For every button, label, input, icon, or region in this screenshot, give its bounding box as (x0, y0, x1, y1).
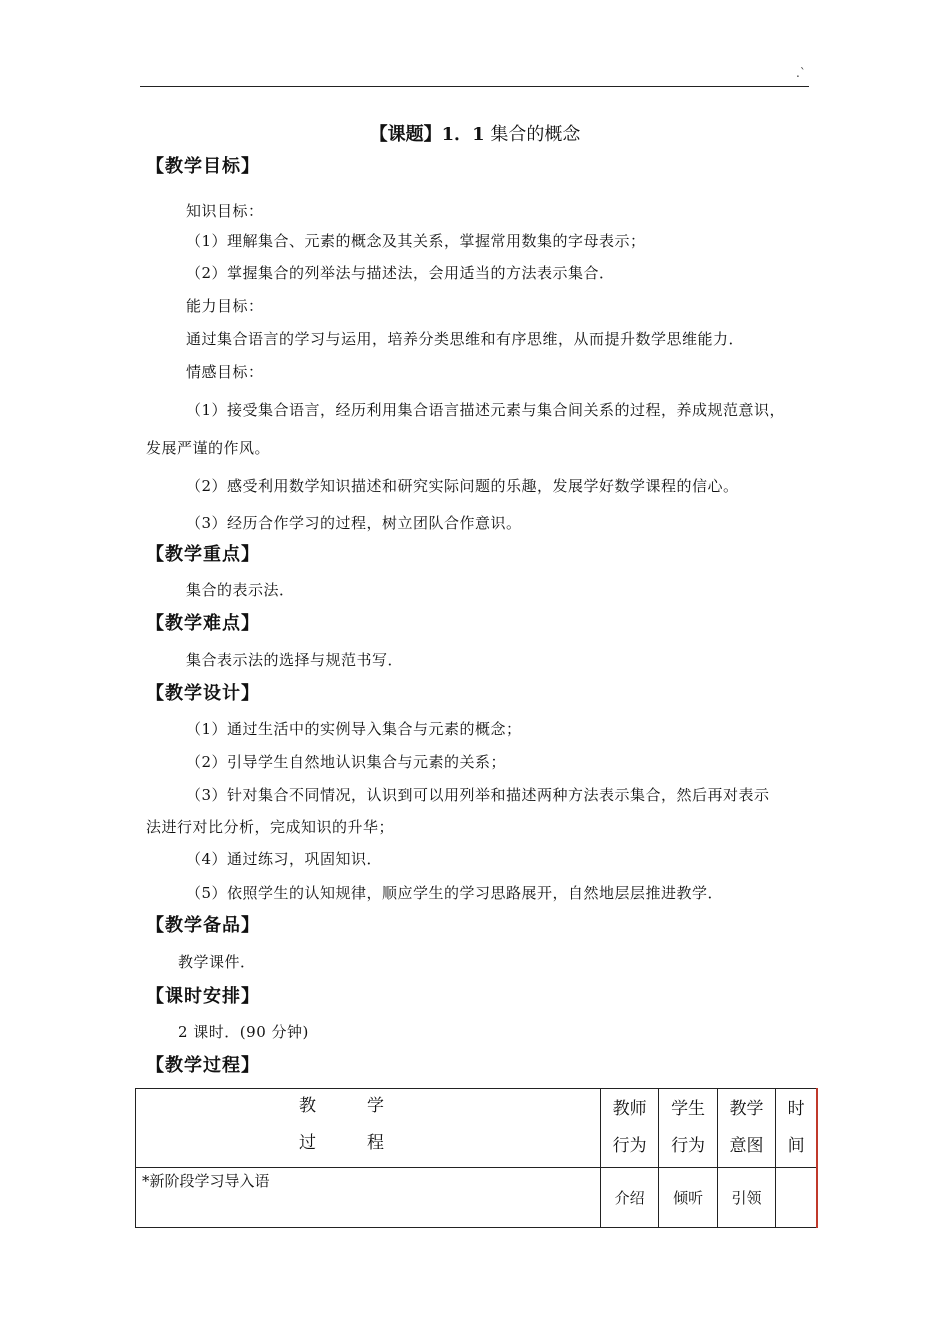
design-item-5: （5）依照学生的认知规律，顺应学生的学习思路展开，自然地层层推进教学． (186, 884, 724, 902)
page-title (0, 120, 950, 146)
key-point: 集合的表示法． (186, 581, 295, 599)
section-schedule: 【课时安排】 (146, 986, 260, 1007)
row-time (776, 1168, 817, 1228)
design-item-4: （4）通过练习，巩固知识． (186, 850, 383, 868)
header-process-char: 程 (367, 1133, 384, 1153)
design-item-1: （1）通过生活中的实例导入集合与元素的概念； (186, 720, 522, 738)
section-materials: 【教学备品】 (146, 915, 260, 936)
header-time (776, 1089, 817, 1168)
header-intent (717, 1089, 775, 1168)
header-process-char: 学 (367, 1096, 384, 1116)
design-item-3: （3）针对集合不同情况，认识到可以用列举和描述两种方法表示集合，然后再对表示 (186, 786, 770, 804)
knowledge-item-2: （2）掌握集合的列举法与描述法，会用适当的方法表示集合． (186, 264, 615, 282)
design-item-2: （2）引导学生自然地认识集合与元素的关系； (186, 753, 507, 771)
title-bracket: 【课题】1．1 (369, 124, 485, 145)
section-design: 【教学设计】 (146, 683, 260, 704)
emotion-item-1: （1）接受集合语言，经历利用集合语言描述元素与集合间关系的过程，养成规范意识， (186, 401, 786, 419)
difficult-point: 集合表示法的选择与规范书写． (186, 651, 404, 669)
title-text: 集合的概念 (490, 124, 581, 145)
header-process-char: 教 (299, 1096, 316, 1116)
header-teacher-line: 行为 (612, 1136, 647, 1156)
section-difficult: 【教学难点】 (146, 613, 260, 634)
ability-item-1: 通过集合语言的学习与运用，培养分类思维和有序思维，从而提升数学思维能力． (186, 330, 745, 348)
design-item-3-cont: 法进行对比分析，完成知识的升华； (146, 818, 395, 836)
emotion-item-2: （2）感受利用数学知识描述和研究实际问题的乐趣，发展学好数学课程的信心。 (186, 477, 739, 495)
knowledge-label: 知识目标： (186, 202, 264, 220)
header-intent-line: 教学 (729, 1099, 764, 1119)
header-teacher-line: 教师 (612, 1099, 647, 1119)
ability-label: 能力目标： (186, 297, 264, 315)
header-mark: .` (796, 66, 806, 80)
materials-text: 教学课件． (178, 953, 256, 971)
header-teacher (600, 1089, 658, 1168)
header-intent-line: 意图 (729, 1136, 764, 1156)
section-goals: 【教学目标】 (146, 156, 260, 177)
row-intent: 引领 (717, 1168, 775, 1228)
schedule-text: 2 课时．(90 分钟) (178, 1023, 309, 1041)
header-time-line: 时 (787, 1099, 805, 1119)
section-process: 【教学过程】 (146, 1055, 260, 1076)
table-row (136, 1168, 818, 1228)
table-header-row (136, 1089, 818, 1168)
header-student-line: 行为 (671, 1136, 706, 1156)
header-process (136, 1089, 601, 1168)
process-table (135, 1088, 818, 1228)
header-time-line: 间 (787, 1136, 805, 1156)
emotion-item-1-cont: 发展严谨的作风。 (146, 439, 271, 457)
knowledge-item-1: （1）理解集合、元素的概念及其关系，掌握常用数集的字母表示； (186, 232, 646, 250)
header-student (659, 1089, 717, 1168)
emotion-label: 情感目标： (186, 363, 264, 381)
row-process: *新阶段学习导入语 (136, 1168, 601, 1228)
header-process-char: 过 (299, 1133, 316, 1153)
row-teacher: 介绍 (600, 1168, 658, 1228)
header-rule (140, 86, 809, 87)
row-student: 倾听 (659, 1168, 717, 1228)
section-key: 【教学重点】 (146, 544, 260, 565)
emotion-item-3: （3）经历合作学习的过程，树立团队合作意识。 (186, 514, 522, 532)
header-student-line: 学生 (671, 1099, 706, 1119)
